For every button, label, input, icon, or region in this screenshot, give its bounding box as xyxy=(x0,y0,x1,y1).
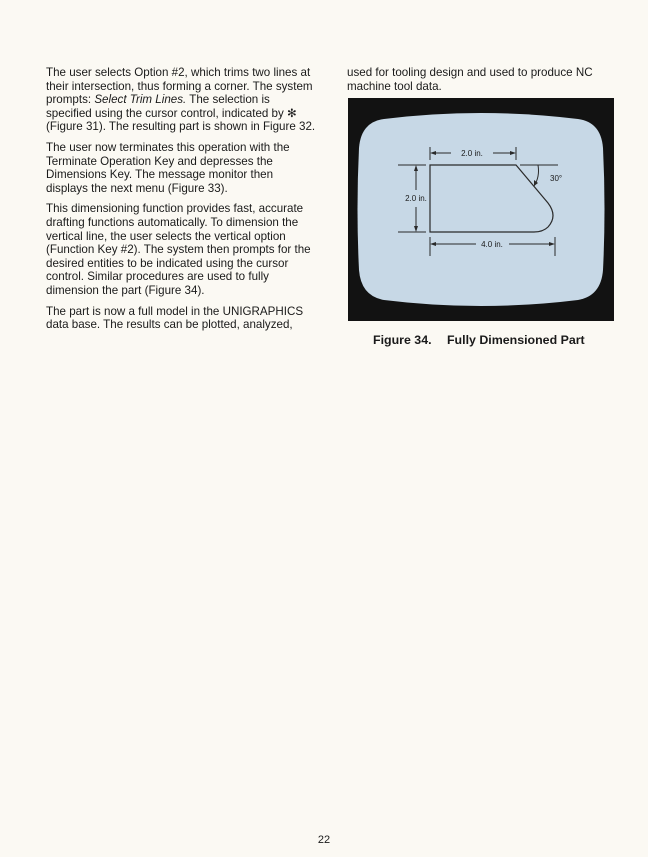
dim-bottom-label: 4.0 in. xyxy=(481,240,503,249)
paragraph-continued: used for tooling design and used to produce NC machine tool data. xyxy=(347,66,593,93)
prompt-select-trim-lines: Select Trim Lines. xyxy=(94,93,187,107)
page-number: 22 xyxy=(317,834,331,846)
paragraph-terminate: The user now terminates this operation with the Terminate Operation Key and depresses the Dimensions Key. The message monitor then displays the next menu (Figure 33). xyxy=(46,140,290,195)
dim-angle-label: 30° xyxy=(550,174,563,183)
dim-left-label: 2.0 in. xyxy=(405,194,427,203)
caption-number: Figure 34. xyxy=(373,333,432,347)
paragraph-option-2: The user selects Option #2, which trims two lines at their intersection, thus forming a corner. The system prompts: Select Trim Lines. The selection is specified using the cursor control, indicated by ✻ (Figure 31). The resulting part is shown in Figure 32. xyxy=(46,66,316,134)
figure-34-crt-screen xyxy=(348,98,614,321)
left-text-column xyxy=(46,66,318,339)
paragraph-dimensioning: This dimensioning function provides fast, accurate drafting functions automatically. To dimension the vertical line, the user selects the vertical option (Function Key #2). The system then prompts for the desired entities to be indicated using the cursor control. Similar procedures are used to fully dimension the part (Figure 34). xyxy=(46,202,311,297)
dim-top-label: 2.0 in. xyxy=(461,149,483,158)
caption-title: Fully Dimensioned Part xyxy=(446,333,585,347)
figure-caption xyxy=(373,333,613,347)
right-text-column xyxy=(347,66,619,100)
crt-screen-face xyxy=(358,113,605,306)
dimension-drawing xyxy=(348,98,614,321)
paragraph-full-model: The part is now a full model in the UNIGRAPHICS data base. The results can be plotted, analyzed, xyxy=(46,304,304,332)
